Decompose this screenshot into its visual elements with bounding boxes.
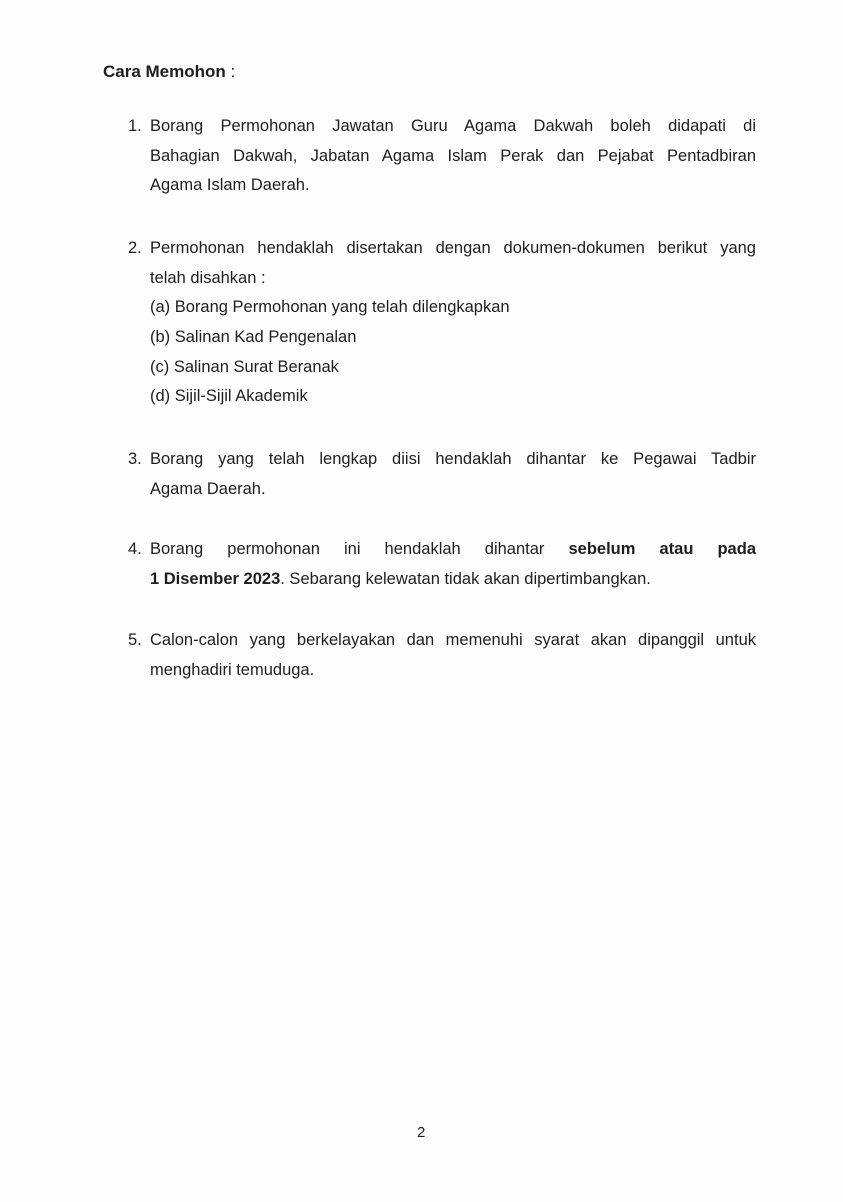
list-item-2: [128, 234, 756, 412]
item-text: Borang permohonan ini hendaklah dihantar: [150, 540, 545, 558]
list-item-5: [128, 626, 756, 685]
item-number: 4.: [128, 540, 142, 558]
page-number: 2: [417, 1124, 426, 1141]
item-number: 1.: [128, 117, 142, 135]
item-number: 3.: [128, 450, 142, 468]
list-item-3: [128, 445, 756, 504]
sub-item-c: (c) Salinan Surat Beranak: [150, 357, 339, 376]
item-line: telah disahkan :: [150, 268, 266, 287]
list-item-4: [128, 535, 756, 594]
item-line: Agama Islam Daerah.: [150, 176, 310, 195]
deadline-emphasis: sebelum atau pada: [568, 540, 756, 558]
sub-item-a: (a) Borang Permohonan yang telah dilengkapkan: [150, 298, 510, 317]
sub-item-d: (d) Sijil-Sijil Akademik: [150, 387, 308, 406]
section-heading: [103, 62, 235, 82]
item-line: [150, 565, 756, 595]
item-line: Agama Daerah.: [150, 479, 266, 498]
item-text: . Sebarang kelewatan tidak akan dipertimbangkan.: [280, 569, 651, 588]
item-number: 5.: [128, 631, 142, 649]
item-number: 2.: [128, 239, 142, 257]
item-line: Bahagian Dakwah, Jabatan Agama Islam Perak dan Pejabat Pentadbiran: [150, 146, 756, 165]
heading-colon: :: [230, 62, 236, 81]
sub-item-b: (b) Salinan Kad Pengenalan: [150, 328, 357, 347]
item-line: Borang Permohonan Jawatan Guru Agama Dakwah boleh didapati di: [150, 117, 756, 135]
item-line: [150, 535, 756, 565]
list-item-1: [128, 112, 756, 201]
item-line: Borang yang telah lengkap diisi hendaklah dihantar ke Pegawai Tadbir: [150, 450, 756, 468]
heading-title: Cara Memohon: [103, 62, 226, 81]
item-line: menghadiri temuduga.: [150, 660, 315, 679]
item-line: Calon-calon yang berkelayakan dan memenuhi syarat akan dipanggil untuk: [150, 631, 756, 649]
item-line: Permohonan hendaklah disertakan dengan dokumen-dokumen berikut yang: [150, 239, 756, 257]
deadline-date: 1 Disember 2023: [150, 569, 281, 588]
